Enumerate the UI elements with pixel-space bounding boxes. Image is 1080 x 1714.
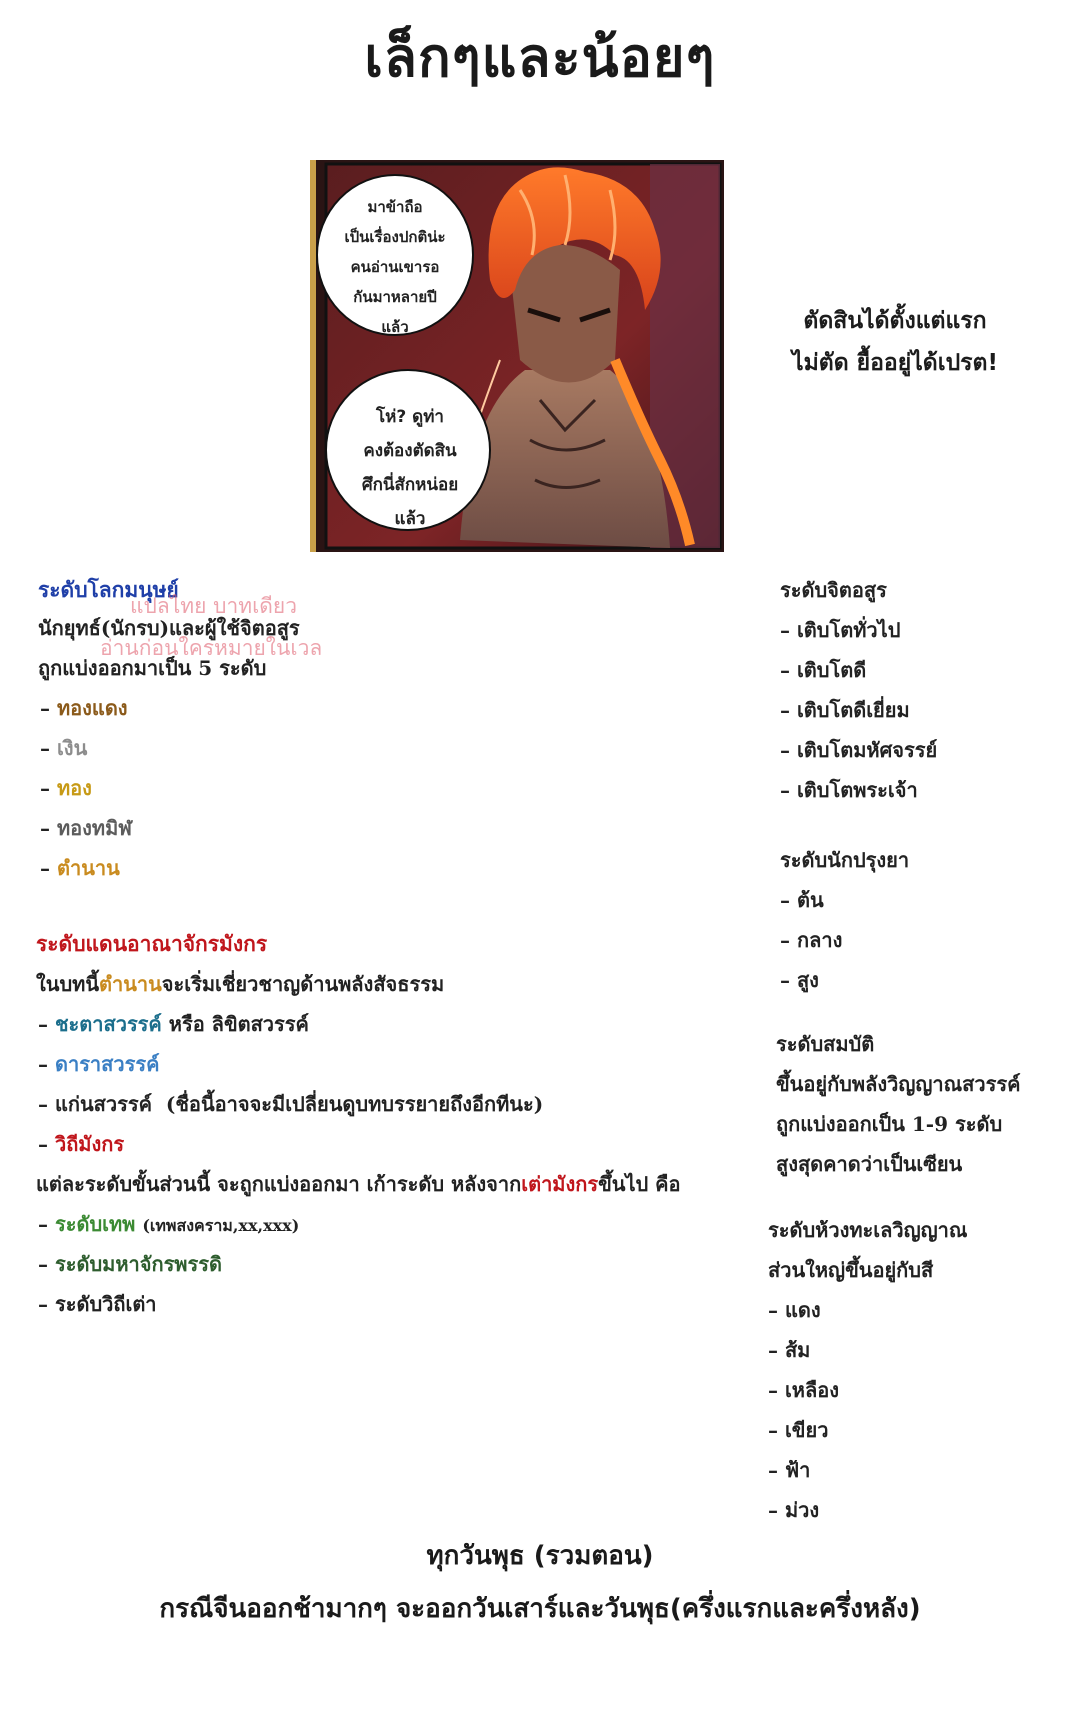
spirit-heading: ระดับห้วงทะเลวิญญาณ xyxy=(768,1218,968,1242)
mortal-level: – ทองทมิฬ xyxy=(40,816,132,840)
mortal-level: – เงิน xyxy=(40,736,88,760)
dragon-rank: – ระดับวิถีเต่า xyxy=(38,1292,157,1316)
split-text: แต่ละระดับขั้นส่วนนี้ จะถูกแบ่งออกมา เก้าระดับ หลังจาก xyxy=(36,1172,522,1196)
level-label: เงิน xyxy=(56,736,88,760)
dragon-item: – ชะตาสวรรค์ หรือ ลิขิตสวรรค์ xyxy=(38,1012,309,1036)
mortal-level: – ตำนาน xyxy=(40,856,120,880)
treasure-line: สูงสุดคาดว่าเป็นเซียน xyxy=(776,1152,963,1176)
item-label: ส้ม xyxy=(784,1338,811,1362)
bubble-1-line: แล้ว xyxy=(381,318,409,336)
watermark-line: อ่านก่อนใครหมายในเวล xyxy=(100,636,323,660)
item-label: เติบโตมหัศจรรย์ xyxy=(796,738,938,762)
item-label: เติบโตพระเจ้า xyxy=(796,778,918,802)
treasure-line: ถูกแบ่งออกเป็น 1-9 ระดับ xyxy=(776,1112,1003,1136)
item-highlight: แก่นสวรรค์ xyxy=(54,1092,152,1116)
bubble-1-line: มาข้าถือ xyxy=(367,198,423,216)
item-text: หรือ ลิขิตสวรรค์ xyxy=(168,1012,309,1036)
rank-label: ระดับมหาจักรพรรดิ xyxy=(54,1252,222,1276)
dragon-heading: ระดับแดนอาณาจักรมังกร xyxy=(36,931,268,956)
mortal-level: – ทองแดง xyxy=(40,696,128,720)
speech-bubble-1 xyxy=(335,192,455,342)
schedule-note: กรณีจีนออกช้ามากๆ จะออกวันเสาร์และวันพุธ(ครึ่งแรกและครึ่งหลัง) xyxy=(159,1594,921,1624)
spirit-item: – ฟ้า xyxy=(768,1458,811,1482)
schedule-line: ทุกวันพุธ (รวมตอน) xyxy=(426,1541,654,1571)
level-label: ตำนาน xyxy=(56,856,120,880)
dragon-rank: – ระดับมหาจักรพรรดิ xyxy=(38,1252,222,1276)
level-label: ทองทมิฬ xyxy=(56,816,132,840)
item-label: ฟ้า xyxy=(784,1458,811,1482)
split-text: ขึ้นไป คือ xyxy=(598,1172,681,1196)
bubble-2-line: คงต้องตัดสิน xyxy=(363,441,457,461)
item-label: ต้น xyxy=(796,888,824,912)
rank-label: ระดับเทพ xyxy=(54,1212,136,1236)
rank-label: ระดับวิถีเต่า xyxy=(54,1292,157,1316)
dragon-split-note xyxy=(36,1170,681,1198)
rank-note: (เทพสงคราม,xx,xxx) xyxy=(142,1216,300,1235)
bubble-2-line: โห่? ดูท่า xyxy=(376,407,444,427)
spirit-desc: ส่วนใหญ่ขึ้นอยู่กับสี xyxy=(768,1258,934,1282)
item-highlight: ชะตาสวรรค์ xyxy=(54,1012,162,1036)
item-highlight: ดาราสวรรค์ xyxy=(54,1052,160,1076)
aside-note xyxy=(770,300,1020,384)
intro-text: ในบทนี้ xyxy=(36,972,99,996)
spirit-item: – แดง xyxy=(768,1298,821,1322)
dragon-item: – วิถีมังกร xyxy=(38,1132,125,1156)
demon-item: – เติบโตพระเจ้า xyxy=(780,778,918,802)
treasure-heading: ระดับสมบัติ xyxy=(776,1032,875,1056)
spirit-item: – เหลือง xyxy=(768,1378,840,1402)
level-label: ทองแดง xyxy=(56,696,128,720)
comic-panel xyxy=(310,160,724,552)
dragon-item: – ดาราสวรรค์ xyxy=(38,1052,160,1076)
spirit-item: – ม่วง xyxy=(768,1498,820,1522)
item-label: เหลือง xyxy=(784,1378,840,1402)
dragon-item: – แก่นสวรรค์ (ชื่อนี้อาจจะมีเปลี่ยนดูบทบรรยายถึงอีกทีนะ) xyxy=(38,1092,544,1116)
demon-heading: ระดับจิตอสูร xyxy=(780,578,887,602)
demon-item: – เติบโตทั่วไป xyxy=(780,618,901,642)
bubble-1-line: เป็นเรื่องปกติน่ะ xyxy=(344,228,446,246)
demon-item: – เติบโตดีเยี่ยม xyxy=(780,698,910,722)
level-label: ทอง xyxy=(56,776,92,800)
mortal-heading: ระดับโลกมนุษย์ xyxy=(38,577,179,602)
speech-bubble-2 xyxy=(346,400,474,536)
dragon-rank: – ระดับเทพ (เทพสงคราม,xx,xxx) xyxy=(38,1212,300,1236)
split-highlight: เต่ามังกร xyxy=(521,1172,599,1196)
item-label: เติบโตทั่วไป xyxy=(796,618,901,642)
mortal-desc-2: ถูกแบ่งออกมาเป็น 5 ระดับ xyxy=(38,656,267,680)
bubble-1-line: คนอ่านเขารอ xyxy=(350,258,440,276)
aside-line: ไม่ตัด ยื้ออยู่ได้เปรต! xyxy=(792,350,998,376)
bubble-2-line: แล้ว xyxy=(394,509,426,529)
alchemy-item: – สูง xyxy=(780,968,819,992)
demon-item: – เติบโตดี xyxy=(780,658,867,682)
watermark-line: แปลไทย บาทเดียว xyxy=(130,594,297,618)
alchemy-heading: ระดับนักปรุงยา xyxy=(780,848,910,872)
bubble-1-line: กันมาหลายปี xyxy=(353,288,437,306)
spirit-item: – ส้ม xyxy=(768,1338,811,1362)
item-label: เติบโตดี xyxy=(796,658,867,682)
bubble-2-line: ศึกนี่สักหน่อย xyxy=(361,475,459,495)
alchemy-item: – ต้น xyxy=(780,888,824,912)
item-label: สูง xyxy=(796,968,819,992)
spirit-item: – เขียว xyxy=(768,1418,829,1442)
page-title: เล็กๆและน้อยๆ xyxy=(364,26,716,89)
mortal-desc-1: นักยุทธ์(นักรบ)และผู้ใช้จิตอสูร xyxy=(38,616,300,640)
aside-line: ตัดสินได้ตั้งแต่แรก xyxy=(803,308,987,334)
item-label: แดง xyxy=(784,1298,821,1322)
demon-item: – เติบโตมหัศจรรย์ xyxy=(780,738,938,762)
item-label: ม่วง xyxy=(784,1498,820,1522)
intro-text: จะเริ่มเชี่ยวชาญด้านพลังสัจธรรม xyxy=(161,972,445,996)
item-text: (ชื่อนี้อาจจะมีเปลี่ยนดูบทบรรยายถึงอีกทีนะ) xyxy=(165,1092,544,1116)
dragon-intro xyxy=(36,970,444,998)
item-label: กลาง xyxy=(796,928,843,952)
treasure-line: ขึ้นอยู่กับพลังวิญญาณสวรรค์ xyxy=(776,1072,1021,1096)
item-label: เติบโตดีเยี่ยม xyxy=(796,698,910,722)
alchemy-item: – กลาง xyxy=(780,928,843,952)
intro-highlight: ตำนาน xyxy=(99,972,162,996)
mortal-level: – ทอง xyxy=(40,776,92,800)
item-label: เขียว xyxy=(784,1418,829,1442)
item-highlight: วิถีมังกร xyxy=(54,1132,125,1156)
